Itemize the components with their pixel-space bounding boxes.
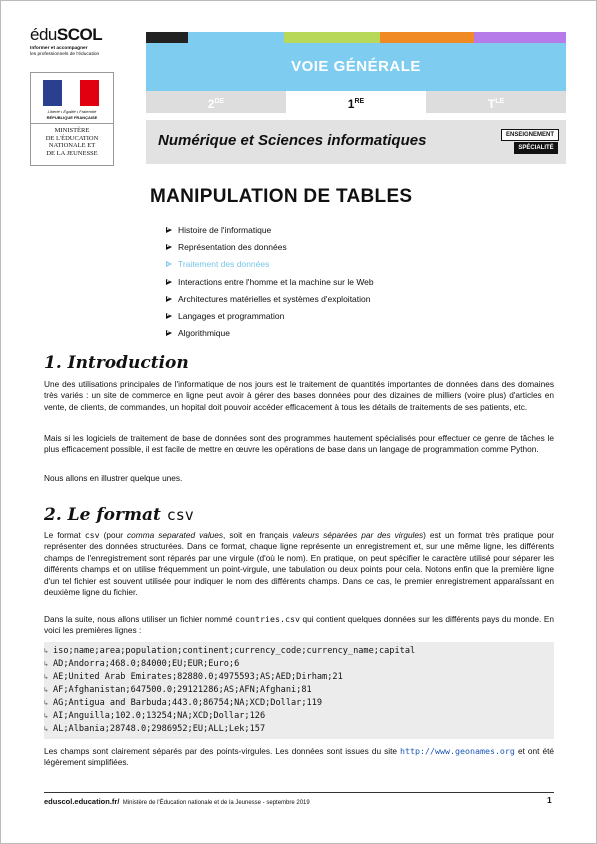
triangle-right-icon	[166, 227, 172, 233]
footer-divider	[44, 792, 554, 793]
footer-site-link[interactable]: eduscol.education.fr/	[44, 797, 120, 806]
line-wrap-icon: ↳	[44, 673, 49, 681]
ministry-name: MINISTÈRE DE L'ÉDUCATION NATIONALE ET DE LA JEUNESSE	[45, 127, 99, 157]
tab-level-1re[interactable]: 1RE	[286, 91, 426, 113]
code-csv: csv	[166, 506, 194, 524]
color-bar-segment-black	[146, 32, 188, 43]
badge-specialite: SPÉCIALITÉ	[514, 142, 558, 154]
csv-paragraph-1: Le format csv (pour comma separated values, soit en français valeurs séparées par des virgules) est un format très pratique pour représenter des données structurées. Dans ce format, chaque ligne représente un enregistrement et, sur une même ligne, les différents champs de l'enregistrement sont réparés par une virgule (d'où le nom). En pratique, on peut spécifier le caractère utilisé pour séparer les différents champs et on utilise fréquemment un point-virgule, une tabulation ou deux points pour cela. Notons enfin que la première ligne d'un tel fichier est souvent utilisée pour indiquer le nom des différents champs. Dans ce cas, le premier enregistrement apparaîssant en deuxième ligne du fichier.	[44, 530, 554, 598]
menu-item-algorithmique[interactable]: Algorithmique	[166, 325, 374, 342]
triangle-right-icon	[166, 330, 172, 336]
eduscol-logo[interactable]	[30, 26, 114, 58]
color-bar-segment-blue	[188, 32, 284, 43]
code-line: ↳ AG;Antigua and Barbuda;443.0;86754;NA;XCD;Dollar;119	[44, 697, 554, 710]
color-bar-segment-green	[284, 32, 380, 43]
level-tabs	[146, 91, 566, 113]
subject-title: Numérique et Sciences informatiques	[158, 132, 427, 149]
intro-paragraph-3: Nous allons en illustrer quelque unes.	[44, 473, 183, 483]
divider	[31, 123, 113, 124]
republic-motto: Liberté • Égalité • Fraternité	[47, 109, 97, 114]
color-bar-segment-purple	[474, 32, 566, 43]
code-line: ↳ iso;name;area;population;continent;currency_code;currency_name;capital	[44, 645, 554, 658]
triangle-right-icon	[166, 244, 172, 250]
menu-item-langages[interactable]: Langages et programmation	[166, 308, 374, 325]
line-wrap-icon: ↳	[44, 647, 49, 655]
csv-paragraph-3: Les champs sont clairement séparés par des points-virgules. Les données sont issues du site http://www.geonames.org et ont été légèrement simplifiées.	[44, 746, 554, 768]
footer-text: eduscol.education.fr/ Ministère de l'Éducation nationale et de la Jeunesse - septembre 2019	[44, 797, 310, 806]
intro-paragraph-1: Une des utilisations principales de l'informatique de nos jours est le traitement de quantités importantes de données dans des domaines très variés : un site de commerce en ligne peut avoir à gérer des bases données pour des dizaines de milliers (voire plus) d'articles en vente, de clients, de commandes, un hopital doit pouvoir accéder efficacement à tous les détails de traitements de ses patients, etc.	[44, 379, 554, 412]
republic-name: RÉPUBLIQUE FRANÇAISE	[46, 115, 98, 120]
geonames-link[interactable]: http://www.geonames.org	[400, 746, 515, 756]
triangle-right-icon	[166, 279, 172, 285]
triangle-right-icon	[166, 261, 172, 267]
badge-enseignement: ENSEIGNEMENT	[501, 129, 559, 141]
track-banner: VOIE GÉNÉRALE	[146, 43, 566, 91]
flag-blue-band	[43, 80, 62, 106]
subject-banner	[146, 120, 566, 164]
page-number: 1	[547, 795, 552, 805]
csv-paragraph-2: Dans la suite, nous allons utiliser un fichier nommé countries.csv qui contient quelques données sur les différents pays du monde. En voici les premières lignes :	[44, 614, 555, 636]
intro-paragraph-2: Mais si les logiciels de traitement de base de données sont des programmes hautement spécialisés pour effectuer ce genre de tâches le plus efficacement possible, il est facile de mettre en œuvre les opérations de base dans un langage de programmation comme Python.	[44, 433, 554, 455]
line-wrap-icon: ↳	[44, 660, 49, 668]
eduscol-tagline: Informer et accompagner les professionnels de l'éducation	[30, 46, 100, 57]
tab-level-2de[interactable]: 2DE	[146, 91, 286, 113]
triangle-right-icon	[166, 296, 172, 302]
tab-level-tle[interactable]: $T^{LE}$	[426, 91, 566, 113]
code-line: ↳ AL;Albania;28748.0;2986952;EU;ALL;Lek;157	[44, 723, 554, 736]
line-wrap-icon: ↳	[44, 725, 49, 733]
marianne-flag-icon	[43, 80, 99, 106]
code-line: ↳ AE;United Arab Emirates;82880.0;4975593;AS;AED;Dirham;21	[44, 671, 554, 684]
flag-white-band	[62, 80, 81, 106]
page-title: MANIPULATION DE TABLES	[150, 186, 413, 207]
eduscol-wordmark: éduSCOL	[30, 25, 103, 44]
line-wrap-icon: ↳	[44, 712, 49, 720]
code-line: ↳ AD;Andorra;468.0;84000;EU;EUR;Euro;6	[44, 658, 554, 671]
code-line: ↳ AI;Anguilla;102.0;13254;NA;XCD;Dollar;126	[44, 710, 554, 723]
code-line: ↳ AF;Afghanistan;647500.0;29121286;AS;AFN;Afghani;81	[44, 684, 554, 697]
flag-red-band	[80, 80, 99, 106]
menu-item-architectures[interactable]: Architectures matérielles et systèmes d'exploitation	[166, 291, 374, 308]
color-bar-segment-orange	[380, 32, 474, 43]
csv-code-block	[44, 642, 554, 739]
menu-item-histoire[interactable]: Histoire de l'informatique	[166, 222, 374, 239]
menu-item-traitement[interactable]: Traitement des données	[166, 256, 374, 273]
line-wrap-icon: ↳	[44, 686, 49, 694]
section-heading-introduction: 1. Introduction	[44, 353, 189, 373]
topic-menu	[166, 222, 374, 342]
menu-item-representation[interactable]: Représentation des données	[166, 239, 374, 256]
menu-item-interactions[interactable]: Interactions entre l'homme et la machine sur le Web	[166, 274, 374, 291]
section-heading-csv: 2. Le format csv	[44, 505, 194, 525]
triangle-right-icon	[166, 313, 172, 319]
republic-logo-block	[30, 72, 114, 166]
line-wrap-icon: ↳	[44, 699, 49, 707]
